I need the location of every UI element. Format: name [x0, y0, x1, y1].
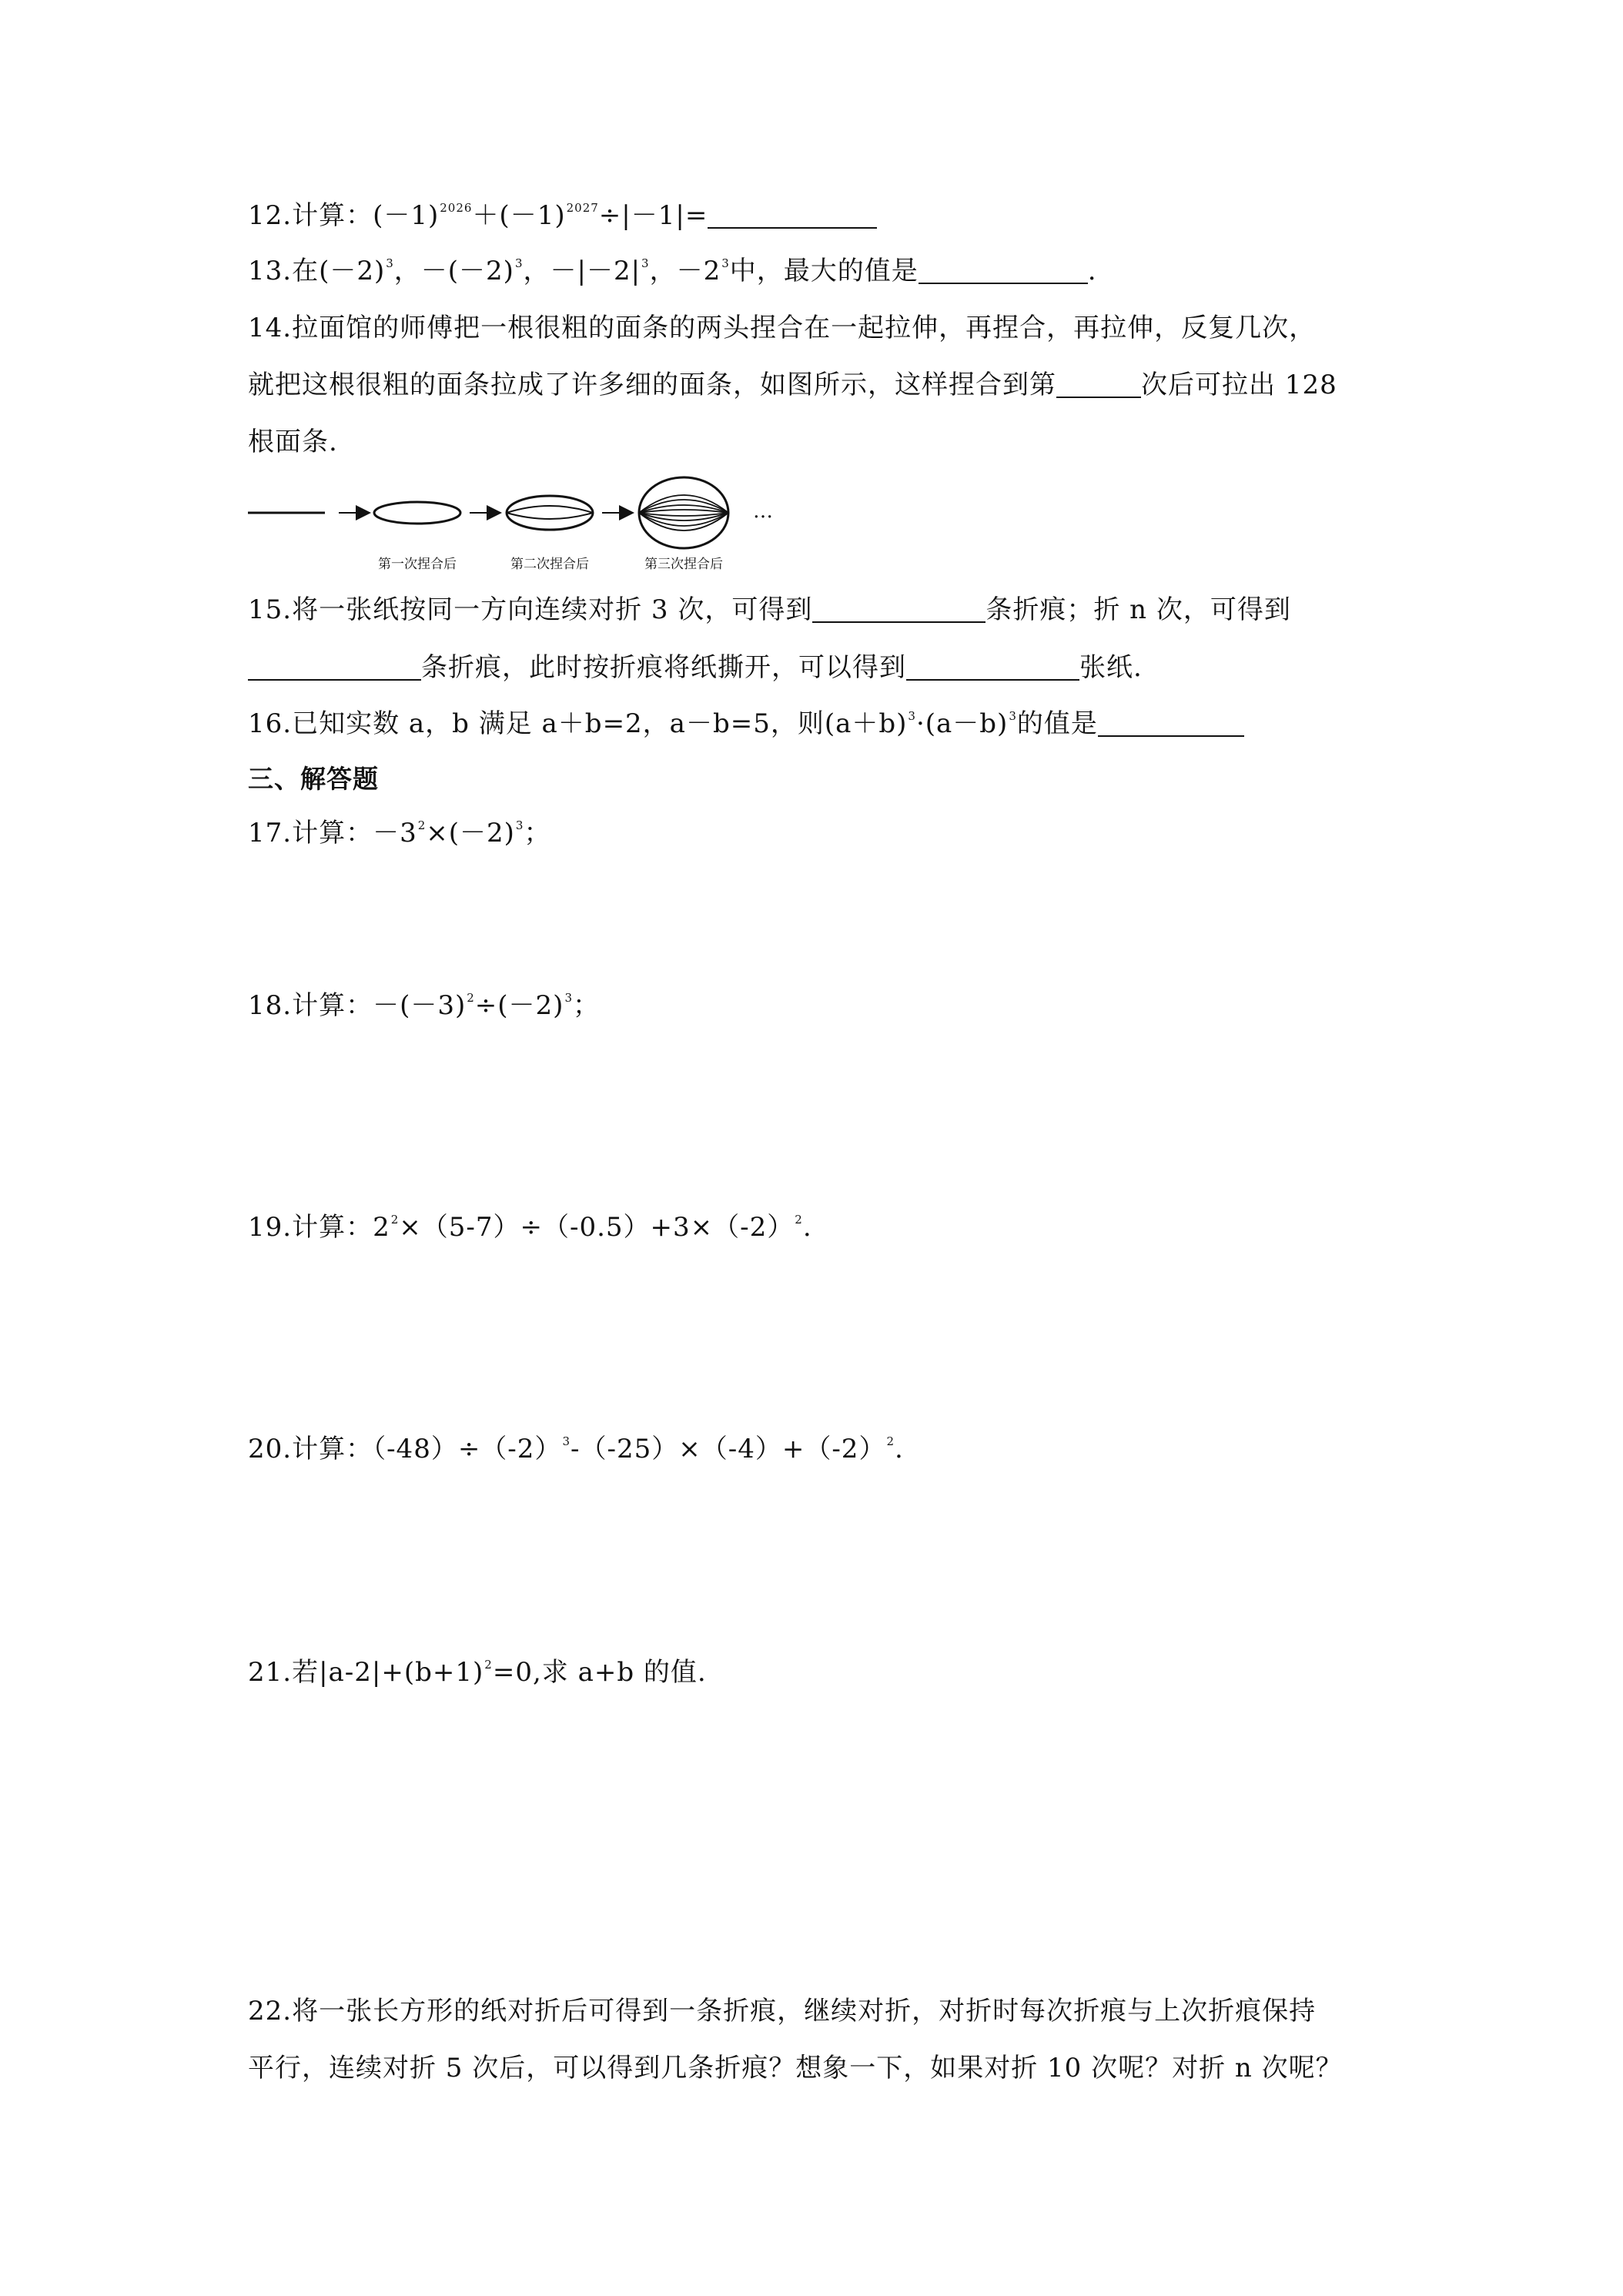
question-15-line-2: [248, 651, 1143, 684]
q13-end: .: [1087, 256, 1097, 286]
q13-text: 中，最大的值是: [729, 256, 919, 286]
q21-exp1: 2: [484, 1658, 493, 1672]
answer-blank[interactable]: [248, 678, 421, 681]
q20-exp1: 3: [562, 1434, 571, 1448]
q13-exp1: 3: [386, 256, 394, 270]
q17-text-a: 17.计算：－3: [248, 818, 417, 848]
q15-text-d: 张纸.: [1079, 652, 1143, 683]
q12-term2: ＋(－1): [472, 200, 566, 231]
label-first-pinch: 第一次捏合后: [378, 557, 457, 572]
q20-text-a: 20.计算：（-48）÷（-2）: [248, 1434, 562, 1464]
q20-exp2: 2: [886, 1434, 895, 1448]
q16-exp2: 3: [1009, 709, 1017, 723]
q19-exp2: 2: [795, 1213, 803, 1227]
question-14-line-2: [248, 368, 1337, 402]
q16-text-b: ·(a－b): [915, 708, 1009, 739]
q19-text-b: ×（5-7）÷（-0.5）+3×（-2）: [399, 1212, 795, 1243]
label-third-pinch: 第三次捏合后: [644, 557, 723, 572]
q14-text-b: 次后可拉出 128: [1141, 370, 1337, 400]
figure-ellipsis: …: [753, 500, 773, 523]
question-20: [248, 1432, 904, 1466]
answer-blank[interactable]: [906, 678, 1079, 681]
answer-blank[interactable]: [1098, 734, 1244, 737]
q19-exp1: 2: [390, 1213, 400, 1227]
answer-blank[interactable]: [1056, 395, 1141, 398]
q21-text-b: =0,求 a+b 的值.: [492, 1657, 707, 1688]
q17-text-c: ；: [524, 818, 551, 848]
ellipse-second-pinch: [507, 496, 593, 530]
q21-text-a: 21.若|a-2|+(b+1): [248, 1657, 484, 1688]
ellipse-first-pinch: [374, 502, 460, 524]
question-14-line-1: 14.拉面馆的师傅把一根很粗的面条的两头捏合在一起拉伸，再捏合，再拉伸，反复几次，: [248, 313, 1317, 343]
noodle-figure: [248, 476, 787, 576]
q12-term1: (－1): [373, 200, 440, 231]
q16-exp1: 3: [908, 709, 916, 723]
q12-term3: ÷|－1|=: [598, 200, 708, 231]
question-15-line-1: [248, 593, 1291, 627]
q18-exp2: 3: [564, 991, 573, 1005]
q15-text-c: 条折痕，此时按折痕将纸撕开，可以得到: [421, 652, 906, 683]
q19-text-c: .: [802, 1212, 812, 1243]
q12-exp2: 2027: [566, 201, 599, 215]
section-heading: 三、解答题: [248, 764, 379, 794]
q20-text-c: .: [895, 1434, 904, 1464]
answer-blank[interactable]: [812, 620, 986, 623]
question-22-line-1: 22.将一张长方形的纸对折后可得到一条折痕，继续对折，对折时每次折痕与上次折痕保持: [248, 1996, 1317, 2027]
q17-text-b: ×(－2): [426, 818, 515, 848]
ellipse-third-pinch: [639, 477, 728, 548]
question-16: [248, 707, 1244, 741]
q15-text-a: 15.将一张纸按同一方向连续对折 3 次，可得到: [248, 594, 813, 625]
q15-text-b: 条折痕；折 n 次，可得到: [986, 594, 1291, 625]
question-21: [248, 1655, 707, 1689]
question-22-line-2: 平行，连续对折 5 次后，可以得到几条折痕？想象一下，如果对折 10 次呢？对折 n 次呢？: [248, 2053, 1343, 2083]
q13-prefix: 13.在(－2): [248, 256, 386, 286]
answer-blank[interactable]: [708, 226, 877, 229]
q19-text-a: 19.计算：2: [248, 1212, 390, 1243]
q18-exp1: 2: [467, 991, 475, 1005]
question-12: [248, 199, 877, 233]
label-second-pinch: 第二次捏合后: [510, 557, 589, 572]
question-18: [248, 989, 600, 1022]
question-19: [248, 1210, 812, 1244]
question-17: [248, 816, 550, 850]
q13-exp2: 3: [514, 256, 524, 270]
q13-exp4: 3: [721, 256, 730, 270]
q16-text-c: 的值是: [1016, 708, 1098, 739]
q12-prefix: 12.计算：: [248, 200, 373, 231]
q17-exp2: 3: [515, 818, 524, 832]
answer-blank[interactable]: [919, 281, 1088, 284]
q18-text-c: ；: [572, 990, 600, 1021]
q17-exp1: 2: [417, 818, 427, 832]
q13-exp3: 3: [641, 256, 650, 270]
q16-text-a: 16.已知实数 a，b 满足 a＋b=2，a－b=5，则(a＋b): [248, 708, 908, 739]
q20-text-b: -（-25）×（-4）+（-2）: [570, 1434, 886, 1464]
q13-term4: ，－2: [649, 256, 721, 286]
question-14-line-3: 根面条.: [248, 427, 338, 457]
q18-text-a: 18.计算：－(－3): [248, 990, 467, 1021]
q13-term2: ，－(－2): [393, 256, 514, 286]
q14-text-a: 就把这根很粗的面条拉成了许多细的面条，如图所示，这样捏合到第: [248, 370, 1056, 400]
q13-term3: ，－|－2|: [523, 256, 641, 286]
question-13: [248, 254, 1097, 288]
q12-exp1: 2026: [440, 201, 473, 215]
q18-text-b: ÷(－2): [474, 990, 564, 1021]
